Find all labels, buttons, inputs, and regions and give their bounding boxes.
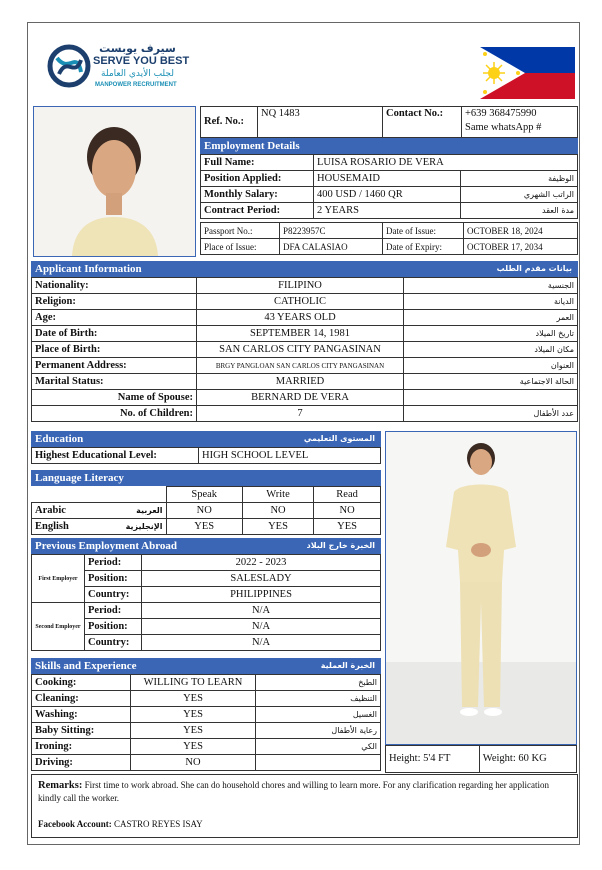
lang-header-read: Read [314, 487, 381, 503]
agency-logo [47, 42, 197, 94]
reference-table [200, 106, 578, 138]
previous-table: First Employer Period: 2022 - 2023 Position: SALESLADY Country: PHILIPPINES Second Employer Period: N/A Position: N/A Country: N/A [31, 554, 381, 651]
skill-row: Cooking: WILLING TO LEARN الطبخ [32, 675, 381, 691]
logo-name: SERVE YOU BEST [93, 55, 190, 67]
passport-table [200, 222, 578, 255]
lang-row-english: English الإنجليزية YES YES YES [32, 519, 381, 535]
lang-header-write: Write [242, 487, 313, 503]
first-employer-label: First Employer [32, 555, 85, 603]
expiry-label: Date of Expiry: [383, 239, 464, 255]
skill-row: Driving: NO [32, 755, 381, 771]
applicant-row: Place of Birth: SAN CARLOS CITY PANGASINAN مكان الميلاد [32, 342, 578, 358]
applicant-table [31, 277, 578, 422]
skills-title-ar: الخبرة العملية [320, 661, 375, 670]
applicant-full-body-photo [385, 431, 577, 745]
remarks-text: First time to work abroad. She can do household chores and willing to learn more. For any clarification regarding her application kindly call the worker. [38, 780, 549, 803]
issue-date-value: OCTOBER 18, 2024 [464, 223, 578, 239]
applicant-row: Nationality: FILIPINO الجنسية [32, 278, 578, 294]
remarks-box [31, 774, 578, 838]
employment-row: Monthly Salary: 400 USD / 1460 QR الراتب الشهري [201, 187, 578, 203]
education-table [31, 447, 381, 464]
previous-header [31, 538, 381, 554]
education-value: HIGH SCHOOL LEVEL [199, 448, 381, 464]
employment-row: Position Applied: HOUSEMAID الوظيفة [201, 171, 578, 187]
contact-cell [462, 107, 578, 138]
ref-value: NQ 1483 [258, 107, 383, 138]
place-label: Place of Issue: [201, 239, 280, 255]
logo-arabic-sub: لجلب الأيدي العاملة [101, 69, 174, 79]
logo-sub: MANPOWER RECRUITMENT [95, 82, 177, 88]
skills-table [31, 674, 381, 771]
place-value: DFA CALASIAO [280, 239, 383, 255]
facebook-label: Facebook Account: [38, 819, 112, 829]
logo-knot-icon [47, 44, 91, 88]
applicant-row: Date of Birth: SEPTEMBER 14, 1981 تاريخ الميلاد [32, 326, 578, 342]
applicant-row: Marital Status: MARRIED الحالة الاجتماعية [32, 374, 578, 390]
applicant-header [31, 261, 578, 277]
philippines-flag-icon [480, 47, 575, 99]
previous-title: Previous Employment Abroad [35, 540, 177, 552]
skill-row: Cleaning: YES التنظيف [32, 691, 381, 707]
employment-row: Contract Period: 2 YEARS مدة العقد [201, 203, 578, 219]
weight-value: Weight: 60 KG [479, 746, 576, 773]
applicant-row: Permanent Address: BRGY PANGLOAN SAN CARLOS CITY PANGASINAN العنوان [32, 358, 578, 374]
education-title: Education [35, 433, 84, 445]
lang-header-speak: Speak [166, 487, 242, 503]
employment-title: Employment Details [204, 140, 300, 152]
applicant-row: No. of Children: 7 عدد الأطفال [32, 406, 578, 422]
education-label: Highest Educational Level: [32, 448, 199, 464]
skills-title: Skills and Experience [35, 660, 137, 672]
language-table [31, 486, 381, 535]
passport-label: Passport No.: [201, 223, 280, 239]
language-title: Language Literacy [35, 472, 124, 484]
employment-header [200, 138, 578, 154]
language-header [31, 470, 381, 486]
education-title-ar: المستوى التعليمي [303, 434, 375, 443]
skills-header [31, 658, 381, 674]
ref-label: Ref. No.: [201, 107, 258, 138]
contact-note: Same whatsApp # [465, 122, 542, 133]
employment-table [200, 154, 578, 219]
body-measure-table [385, 745, 577, 773]
facebook-value: CASTRO REYES ISAY [114, 819, 203, 829]
education-header [31, 431, 381, 447]
passport-value: P8223957C [280, 223, 383, 239]
logo-arabic: سيرف يوبست [99, 42, 176, 55]
employment-row: Full Name: LUISA ROSARIO DE VERA [201, 155, 578, 171]
contact-value: +639 368475990 [465, 108, 537, 119]
applicant-row: Age: 43 YEARS OLD العمر [32, 310, 578, 326]
contact-label: Contact No.: [383, 107, 462, 138]
full-body-photo-image [386, 432, 576, 744]
second-employer-label: Second Employer [32, 603, 85, 651]
skill-row: Washing: YES الغسيل [32, 707, 381, 723]
applicant-title-ar: بيانات مقدم الطلب [496, 264, 572, 273]
skill-row: Ironing: YES الكي [32, 739, 381, 755]
remarks-label: Remarks: [38, 780, 83, 791]
skill-row: Baby Sitting: YES رعاية الأطفال [32, 723, 381, 739]
issue-date-label: Date of Issue: [383, 223, 464, 239]
face-photo-image [34, 107, 195, 256]
applicant-face-photo [33, 106, 196, 257]
expiry-value: OCTOBER 17, 2034 [464, 239, 578, 255]
lang-row-arabic: Arabic العربية NO NO NO [32, 503, 381, 519]
applicant-title: Applicant Information [35, 263, 142, 275]
height-value: Height: 5'4 FT [386, 746, 480, 773]
applicant-row: Religion: CATHOLIC الديانة [32, 294, 578, 310]
previous-title-ar: الخبرة خارج البلاد [306, 541, 375, 550]
applicant-row: Name of Spouse: BERNARD DE VERA [32, 390, 578, 406]
